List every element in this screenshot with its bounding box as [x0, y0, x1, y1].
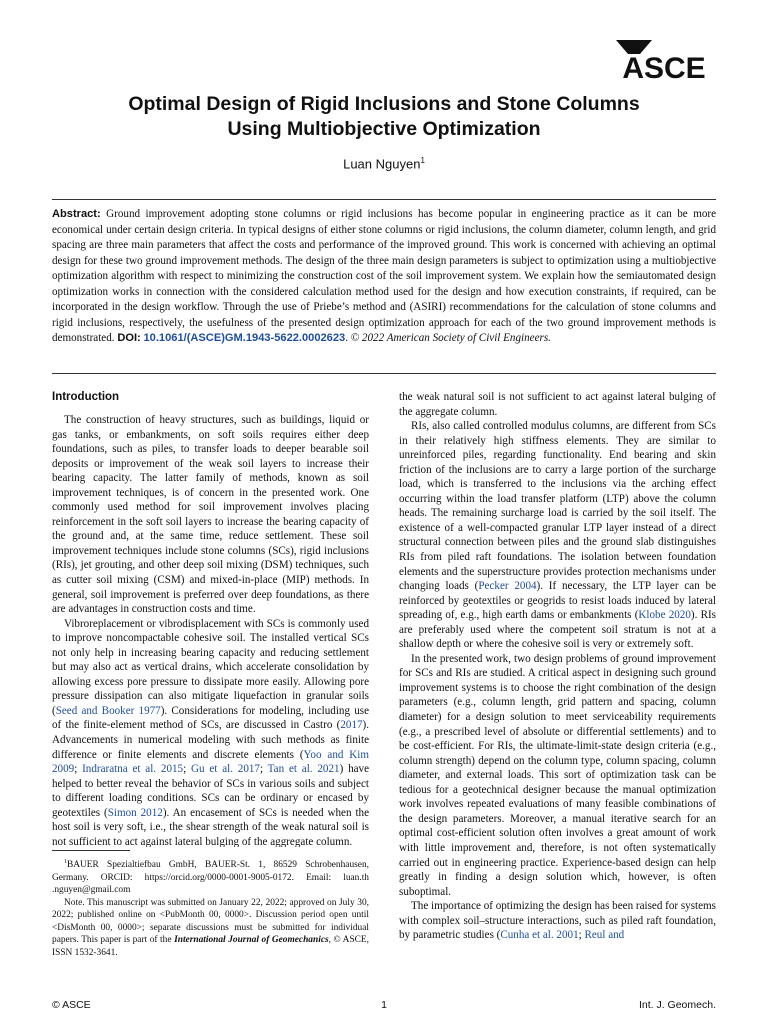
intro-paragraph-2: Vibroreplacement or vibrodisplacement with SCs is commonly used to improve noncompactable cohesive soil. The installed vertical SCs not only help in increasing bearing capacity and reducing settlement but may also act as vertical drains, which accelerate consolidation by allowing excess pore pressure to dissipate more easily. Allowing pore pressure dissipation can also mitigate liquefaction in granular soils (Seed and Booker 1977). Considerations for modeling, including use of the finite-element method of SCs, are discussed in Castro (2017). Advancements in numerical modeling with such methods as finite difference or finite elements and discrete elements (Yoo and Kim 2009; Indraratna et al. 2015; Gu et al. 2017; Tan et al. 2021) have helped to better reveal the behavior of SCs in various soils and subject to different loading conditions. SCs can be ordinary or encased by geotextiles (Simon 2012). An encasement of SCs is needed when the host soil is very soft, i.e., the shear strength of the weak natural soil is not sufficient to act against lateral bulging of the aggregate column.	[52, 617, 369, 847]
footnote-rule	[52, 850, 130, 851]
citation-pecker[interactable]: Pecker 2004	[478, 580, 537, 593]
footnote-affiliation: $^1$BAUER Spezialtiefbau GmbH, BAUER-St. 1, 86529 Schrobenhausen, Germany. ORCID: https://orcid.org/0000-0001-9005-0172. Email: luan.th .nguyen@gmail.com	[52, 859, 369, 896]
abstract-top-rule	[52, 199, 716, 200]
citation-reul[interactable]: Reul and	[584, 929, 625, 942]
citation-indraratna[interactable]: Indraratna et al. 2015	[82, 763, 184, 776]
intro-paragraph-5: The importance of optimizing the design has been raised for systems with complex soil–structure interactions, such as piled raft foundation, by parametric studies (Cunha et al. 2001; Reul and	[399, 900, 716, 942]
page-number: 1	[381, 999, 387, 1011]
paper-title	[52, 92, 716, 142]
author-affil-mark: 1	[420, 156, 425, 165]
doi-label: DOI:	[117, 332, 141, 345]
citation-simon[interactable]: Simon 2012	[107, 806, 163, 819]
intro-paragraph-4: In the presented work, two design problems of ground improvement for SCs and RIs are studied. A critical aspect in designing such ground improvement systems is to choose the right combination of the design parameters (e.g., column length, grid pattern and spacing, column diameter) for a design solution to meet serviceability requirements (e.g., a prescribed level of absolute or differential settlements) and to be cost-efficient. For RIs, the ultimate-limit-state design criteria (e.g., column strength) depend on the column type, column spacing, column diameter, and external loads. This sort of optimization task can be tedious for a geotechnical designer because the manual optimization work involves repeated evaluations of many feasible combinations of the design parameters. Moreover, a manual iterative search for an optimal cost-efficient solution often involves a great amount of work with little improvement and, therefore, is not often systematically carried out in engineering practice. Experience-based design can help greatly in finding a design solution which, however, is often suboptimal.	[399, 652, 716, 898]
asce-logo	[612, 38, 716, 82]
citation-castro[interactable]: 2017	[340, 719, 363, 732]
doi-link[interactable]: 10.1061/(ASCE)GM.1943-5622.0002623	[143, 332, 346, 345]
citation-seed-booker[interactable]: Seed and Booker 1977	[55, 704, 161, 717]
citation-tan[interactable]: Tan et al. 2021	[267, 763, 340, 776]
citation-yoo-kim[interactable]: Yoo and Kim 2009	[52, 748, 369, 776]
section-heading-introduction: Introduction	[52, 391, 120, 403]
abstract	[52, 207, 716, 347]
journal-name: International Journal of Geomechanics	[174, 935, 329, 946]
citation-cunha[interactable]: Cunha et al. 2001	[500, 929, 579, 942]
body-column-right	[399, 390, 716, 996]
intro-paragraph-3: RIs, also called controlled modulus columns, are different from SCs in their relatively high stiffness elements. They are similar to unreinforced piles, regarding functionality. End bearing and skin friction of the inclusions are to carry a large portion of the surcharge load, which is transferred to the inclusions via the arching effect occurring within the load transfer platform (LTP) above the column heads. The remaining surcharge load is carried by the soil itself. The existence of a well-compacted granular LTP layer instead of a direct structural connection between piles and the ground slab distinguishes RIs from piled raft foundations. The isolation between foundation elements and the superstructure provides protection mechanisms under changing loads (Pecker 2004). If necessary, the LTP layer can be reinforced by geotextiles or geogrids to resist loads induced by lateral spreading of, e.g., high earth dams or embankments (Klobe 2020). RIs are preferably used where the competent soil stratum is not at a shallow depth or where the cohesive soil is very or extremely soft.	[399, 420, 716, 651]
footnote-note: Note. This manuscript was submitted on January 22, 2022; approved on July 30, 2022; published online on <PubMonth 00, 0000>. Discussion period open until <DisMonth 00, 0000>; separate discussions must be submitted for individual papers. This paper is part of the International Journal of Geomechanics, © ASCE, ISSN 1532-3641.	[52, 897, 369, 958]
logo-text: ASCE	[622, 52, 706, 82]
footnotes	[52, 856, 369, 959]
intro-paragraph-1: The construction of heavy structures, such as buildings, liquid or gas tanks, or embankments, on soft soils requires either deep foundations, such as piles, to transfer loads to deeper bearable soil deposits or improvement of the weak soil layers to increase their bearing capacity. The latter family of methods, known as soil improvement techniques, is of concern in the presented work. One commonly used method for soil improvement involves placing reinforcement in the soft soil layers to increase the bearing capacity of the ground and, at the same time, reduce settlement. These soil improvement techniques include stone columns (SCs), rigid inclusions (RIs), jet grouting, and other deep soil mixing (DSM) techniques, such as cutter soil mixing (CSM) and mixed-in-place (MIP) methods. In general, soil improvement is preferred over deep foundations, as there are advantages in construction costs and time.	[52, 414, 369, 616]
body-column-left	[52, 389, 369, 847]
author-name: Luan Nguyen	[343, 156, 421, 172]
footer-copyright: © ASCE	[52, 999, 91, 1011]
page-footer	[52, 999, 716, 1013]
footer-journal: Int. J. Geomech.	[638, 999, 716, 1011]
author-line	[52, 156, 716, 171]
title-line-1: Optimal Design of Rigid Inclusions and Stone Columns	[128, 93, 640, 115]
abstract-copyright: © 2022 American Society of Civil Engineers.	[350, 332, 551, 345]
abstract-text: Ground improvement adopting stone columns or rigid inclusions has become popular in engineering practice as it can be more economical under certain design criteria. In typical designs of either stone columns or rigid inclusions, the column diameter, column length, and grid spacing are three main parameters that affect the costs and performance of the improved ground. This work is concerned with achieving an optimal design for these two ground improvement methods. The design of the three main design parameters is subject to optimization using a multiobjective optimization algorithm with respect to minimizing the construction cost of the soil improvement system. We explain how the semiautomated design optimization works in connection with the considered calculation method used for the design and how execution constraints, if required, can be incorporated in the design workflow. Through the use of Priebe’s method and (ASIRI) recommendations for the calculation of stone columns and rigid inclusions, respectively, the usefulness of the presented design optimization approach for each of the two ground improvement methods is demonstrated.	[52, 208, 716, 345]
intro-paragraph-2-continued: the weak natural soil is not sufficient to act against lateral bulging of the aggregate column.	[399, 391, 716, 418]
citation-gu[interactable]: Gu et al. 2017	[191, 763, 260, 776]
title-line-2: Using Multiobjective Optimization	[227, 118, 541, 140]
abstract-label: Abstract:	[52, 208, 101, 220]
citation-klobe[interactable]: Klobe 2020	[638, 609, 691, 622]
doi-trailer: .	[345, 332, 351, 345]
abstract-bottom-rule	[52, 373, 716, 374]
